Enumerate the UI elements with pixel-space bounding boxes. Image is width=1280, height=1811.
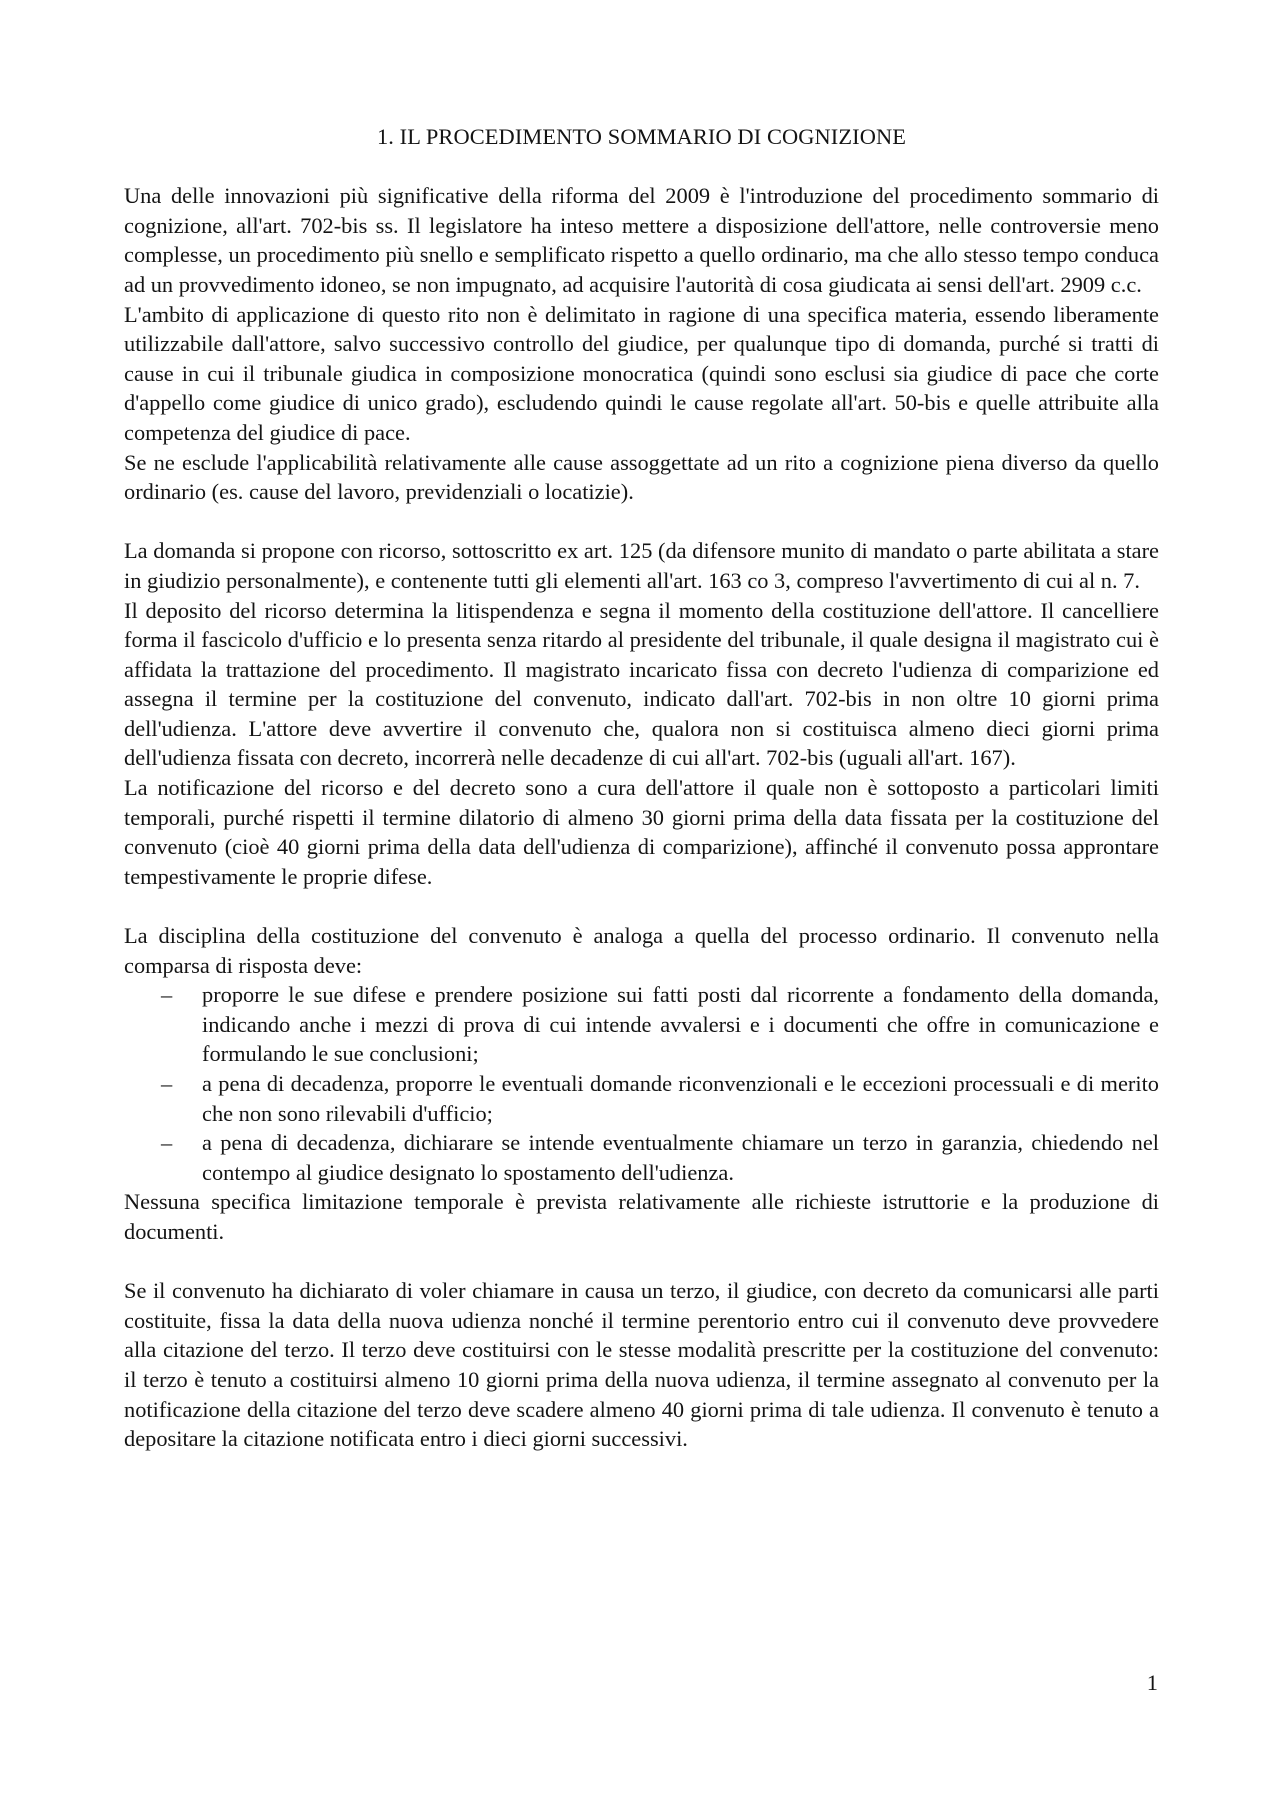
- paragraph-costituzione-intro: La disciplina della costituzione del convenuto è analoga a quella del processo ordinario. Il convenuto nella comparsa di risposta deve:: [124, 923, 1159, 978]
- paragraph-domanda-1: La domanda si propone con ricorso, sottoscritto ex art. 125 (da difensore munito di mandato o parte abilitata a stare in giudizio personalmente), e contenente tutti gli elementi all'art. 163 co 3, compreso l'avvertimento di cui al n. 7.: [124, 538, 1159, 593]
- list-item-text: a pena di decadenza, dichiarare se intende eventualmente chiamare un terzo in garanzia, chiedendo nel contempo al giudice designato lo spostamento dell'udienza.: [202, 1130, 1159, 1185]
- paragraph-intro-3: Se ne esclude l'applicabilità relativamente alle cause assoggettate ad un rito a cognizione piena diverso da quello ordinario (es. cause del lavoro, previdenziali o locatizie).: [124, 449, 1159, 505]
- list-item: [124, 980, 1159, 1069]
- paragraph-costituzione-outro: Nessuna specifica limitazione temporale è prevista relativamente alle richieste istruttorie e la produzione di documenti.: [124, 1189, 1159, 1244]
- dash-bullet-icon: –: [161, 1130, 173, 1156]
- paragraph-gap: [124, 1247, 1159, 1277]
- list-item: [124, 1069, 1159, 1128]
- page-content: [124, 122, 1159, 1454]
- paragraph-terzo: Se il convenuto ha dichiarato di voler chiamare in causa un terzo, il giudice, con decreto da comunicarsi alle parti costituite, fissa la data della nuova udienza nonché il termine perentorio entro cui il convenuto deve provvedere alla citazione del terzo. Il terzo deve costituirsi con le stesse modalità prescritte per la costituzione del convenuto: il terzo è tenuto a costituirsi almeno 10 giorni prima della nuova udienza, il termine assegnato al convenuto per la notificazione della citazione del terzo deve scadere almeno 40 giorni prima di tale udienza. Il convenuto è tenuto a depositare la citazione notificata entro i dieci giorni successivi.: [124, 1278, 1159, 1452]
- paragraph-domanda-2: Il deposito del ricorso determina la litispendenza e segna il momento della costituzione dell'attore. Il cancelliere forma il fascicolo d'ufficio e lo presenta senza ritardo al presidente del tribunale, il quale designa il magistrato cui è affidata la trattazione del procedimento. Il magistrato incaricato fissa con decreto l'udienza di comparizione ed assegna il termine per la costituzione del convenuto, indicato dall'art. 702-bis in non oltre 10 giorni prima dell'udienza. L'attore deve avvertire il convenuto che, qualora non si costituisca almeno dieci giorni prima dell'udienza fissata con decreto, incorrerà nelle decadenze di cui all'art. 702-bis (uguali all'art. 167).: [124, 597, 1159, 771]
- dash-bullet-icon: –: [161, 982, 173, 1008]
- paragraph-intro-2: L'ambito di applicazione di questo rito non è delimitato in ragione di una specifica materia, essendo liberamente utilizzabile dall'attore, salvo successivo controllo del giudice, per qualunque tipo di domanda, purché si tratti di cause in cui il tribunale giudica in composizione monocratica (quindi sono esclusi sia giudice di pace che corte d'appello come giudice di unico grado), escludendo quindi le cause regolate all'art. 50-bis e quelle attribuite alla competenza del giudice di pace.: [124, 301, 1159, 445]
- list-item-text: proporre le sue difese e prendere posizione sui fatti posti dal ricorrente a fondamento della domanda, indicando anche i mezzi di prova di cui intende avvalersi e i documenti che offre in comunicazione e formulando le sue conclusioni;: [202, 982, 1159, 1067]
- page-number: 1: [1146, 1670, 1158, 1695]
- paragraph-gap: [124, 507, 1159, 537]
- paragraph-domanda-3: La notificazione del ricorso e del decreto sono a cura dell'attore il quale non è sottoposto a particolari limiti temporali, purché rispetti il termine dilatorio di almeno 30 giorni prima della data fissata per la costituzione del convenuto (cioè 40 giorni prima della data dell'udienza di comparizione), affinché il convenuto possa approntare tempestivamente le proprie difese.: [124, 775, 1159, 889]
- list-item-text: a pena di decadenza, proporre le eventuali domande riconvenzionali e le eccezioni processuali e di merito che non sono rilevabili d'ufficio;: [202, 1071, 1159, 1126]
- dash-bullet-icon: –: [161, 1071, 173, 1096]
- obligations-list: [124, 980, 1159, 1187]
- paragraph-intro-1: Una delle innovazioni più significative della riforma del 2009 è l'introduzione del procedimento sommario di cognizione, all'art. 702-bis ss. Il legislatore ha inteso mettere a disposizione dell'attore, nelle controversie meno complesse, un procedimento più snello e semplificato rispetto a quello ordinario, ma che allo stesso tempo conduca ad un provvedimento idoneo, se non impugnato, ad acquisire l'autorità di cosa giudicata ai sensi dell'art. 2909 c.c.: [124, 183, 1159, 297]
- section-title: 1. IL PROCEDIMENTO SOMMARIO DI COGNIZIONE: [376, 124, 907, 149]
- paragraph-gap: [124, 891, 1159, 921]
- list-item: [124, 1128, 1159, 1187]
